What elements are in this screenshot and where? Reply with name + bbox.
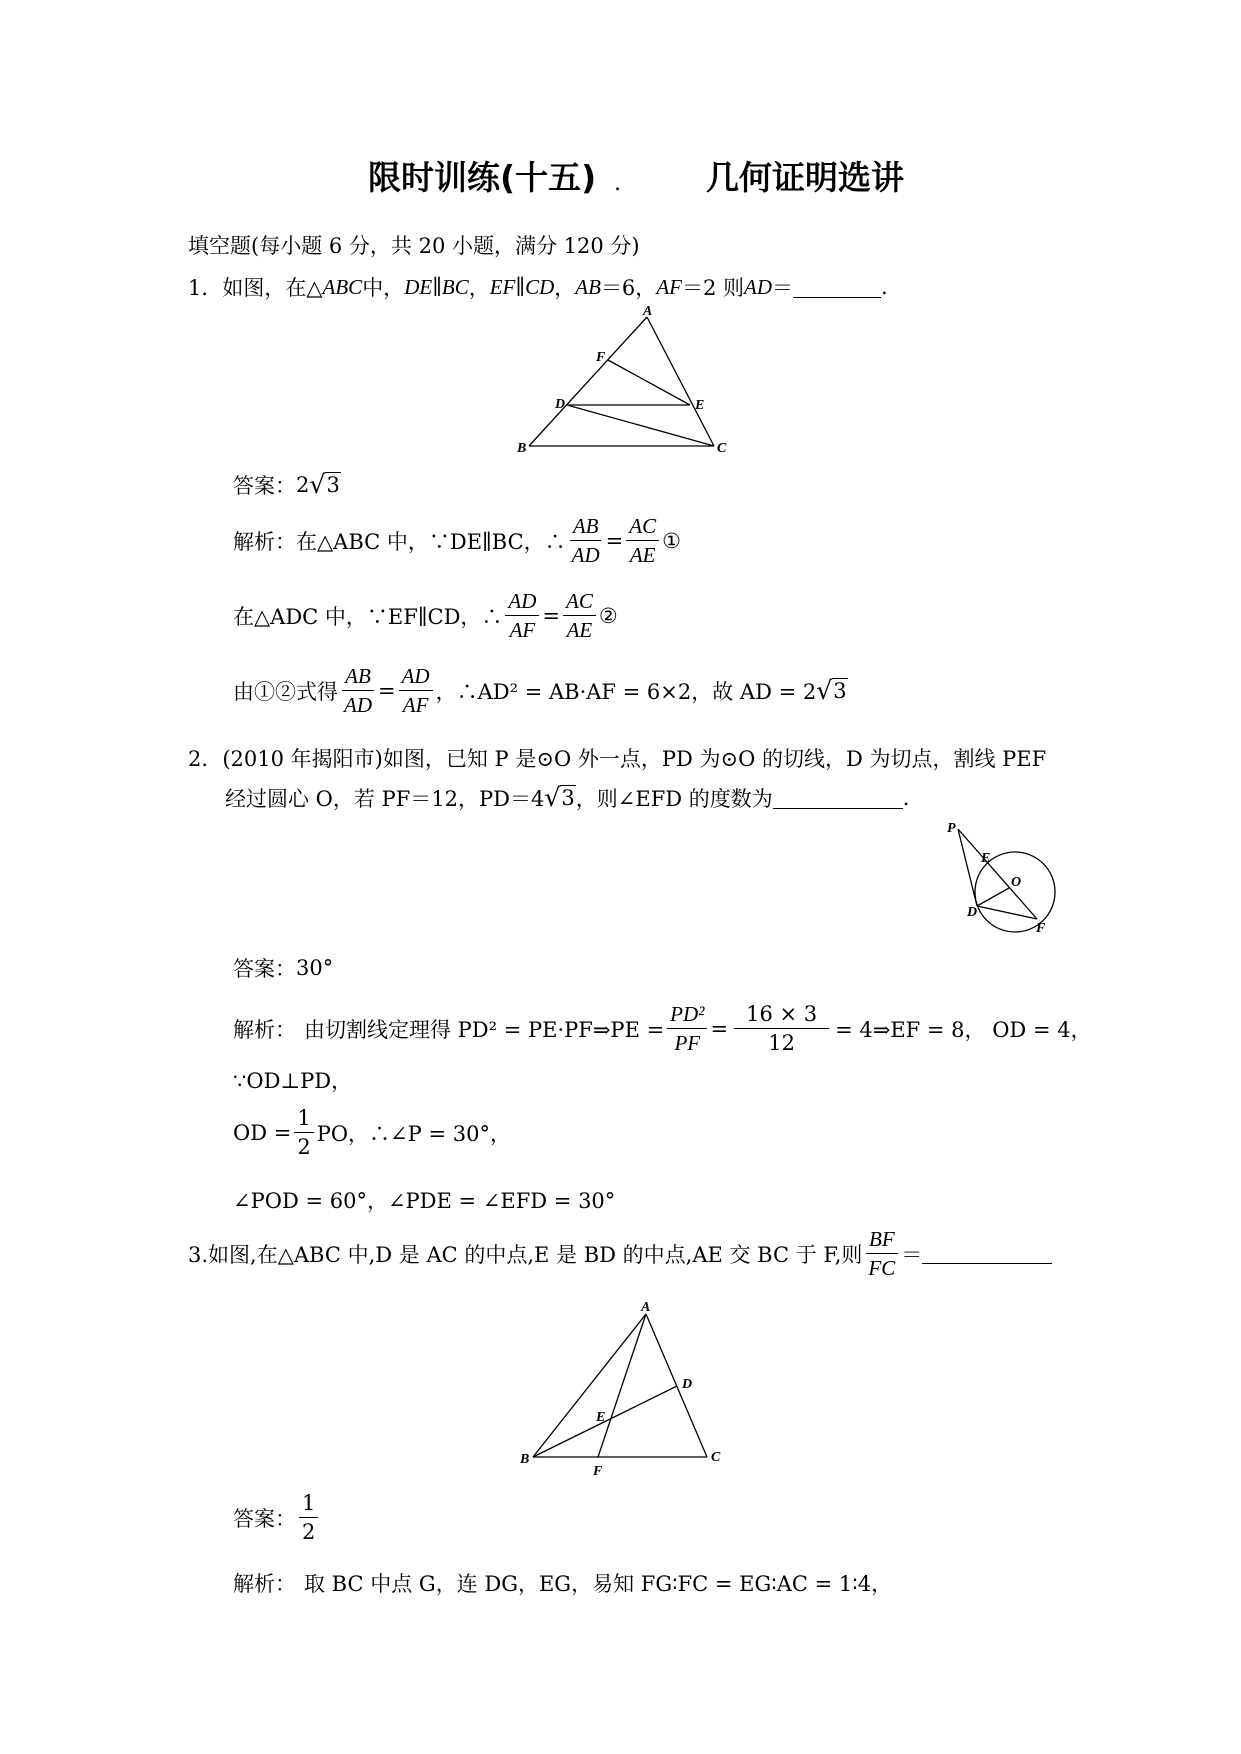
q3-answer-den: 2	[302, 1520, 316, 1545]
q1-eq6: ＝6，	[600, 276, 657, 300]
fig1-label-a: A	[643, 305, 653, 319]
q1-sol2-text: 在△ADC 中，∵EF∥CD，∴	[233, 604, 503, 629]
q1-sol3-tail: ，∴AD² = AB·AF = 6×2，故 AD = 2	[435, 679, 817, 704]
q1-sol2-frac2-num: AC	[563, 590, 596, 616]
q2-answer-label: 答案：	[233, 957, 296, 981]
q1-comma2: ，	[554, 276, 576, 300]
q2-line2-text: 经过圆心 O，若 PF＝12，PD＝4	[225, 787, 545, 811]
fig2-label-d: D	[967, 905, 978, 920]
q2-line2-tail: ，则∠EFD 的度数为	[575, 787, 773, 811]
fig1-label-f: F	[596, 350, 606, 365]
q1-label: 1．如图，在△	[188, 276, 323, 300]
q2-radicand: 3	[561, 786, 575, 811]
q2-answer-blank	[773, 788, 903, 809]
section-header: 填空题(每小题 6 分，共 20 小题，满分 120 分)	[188, 234, 640, 258]
fig2-label-p: P	[947, 821, 956, 836]
q2-sol3-frac-den: 2	[297, 1135, 311, 1160]
q1-sol1-frac2-num: AC	[626, 515, 659, 541]
fig3-label-f: F	[593, 1464, 603, 1479]
figure-3-triangle	[510, 1295, 730, 1485]
q2-sol1-text: 由切割线定理得 PD² = PE·PF⇒PE =	[304, 1017, 665, 1042]
q1-cd: CD	[525, 274, 555, 299]
q2-solution-line4: ∠POD = 60°，∠PDE = ∠EFD = 30°	[233, 1189, 616, 1213]
q1-ef: EF	[489, 274, 516, 299]
q1-abc: ABC	[322, 274, 363, 299]
q2-sol1-eq: =	[710, 1016, 729, 1041]
fig3-label-d: D	[682, 1377, 693, 1392]
q2-sol3-text: OD =	[233, 1120, 292, 1145]
q1-zhong: 中，	[362, 276, 405, 300]
q1-answer-coef: 2	[296, 473, 310, 497]
q2-answer-value: 30°	[296, 956, 334, 980]
q3-eq: ＝	[901, 1242, 923, 1267]
fig2-label-e: E	[981, 851, 991, 866]
q2-solution-line1	[233, 1003, 1092, 1054]
q1-answer-sqrt: √ 3	[309, 470, 340, 500]
q1-sol2-frac1-den: AF	[509, 618, 536, 643]
question-3	[188, 1228, 1052, 1279]
q1-solution-line1	[233, 515, 681, 566]
q1-sol3-frac1-den: AD	[344, 693, 372, 718]
q1-sol3-frac1-num: AB	[342, 665, 374, 691]
page-title-right: 几何证明选讲	[706, 158, 904, 197]
q1-sol3-frac2-num: AD	[399, 665, 433, 691]
q1-de: DE	[404, 274, 433, 299]
figure-1-triangle	[505, 305, 745, 455]
q1-answer-label: 答案：	[233, 474, 296, 498]
question-1	[188, 272, 888, 302]
q1-sol1-frac1-num: AB	[570, 515, 602, 541]
question-2-line1: 2．(2010 年揭阳市)如图，已知 P 是⊙O 外一点，PD 为⊙O 的切线，D 为切点，割线 PEF	[188, 747, 1047, 771]
q3-answer	[233, 1492, 321, 1543]
q1-answer-radicand: 3	[326, 473, 340, 498]
q1-sol1-frac1-den: AD	[571, 543, 600, 568]
title-dot: .	[614, 171, 621, 196]
q1-comma1: ，	[468, 276, 490, 300]
q1-eq2: ＝2 则	[681, 276, 745, 300]
q1-sol2-frac2-den: AE	[566, 618, 593, 643]
fig2-label-f: F	[1036, 921, 1046, 936]
fig3-label-c: C	[711, 1450, 721, 1465]
q1-sol1-text: 在△ABC 中，∵DE∥BC，∴	[296, 529, 566, 554]
fig3-label-e: E	[596, 1410, 606, 1425]
q2-sol1-frac1-den: PF	[674, 1031, 701, 1056]
q2-sol3-frac-num: 1	[294, 1107, 313, 1133]
q1-sol3-eq: =	[378, 678, 396, 703]
fig1-label-e: E	[695, 398, 705, 413]
q1-solution-line3	[233, 665, 848, 716]
q1-period: .	[881, 275, 888, 299]
q2-solution-line3	[233, 1107, 511, 1158]
fig1-label-b: B	[517, 441, 527, 455]
q1-af: AF	[656, 274, 682, 299]
q3-frac-num: BF	[866, 1228, 898, 1254]
fig2-label-o: O	[1011, 875, 1022, 890]
q1-sol1-circle: ①	[662, 528, 681, 553]
q3-solution-label: 解析：	[233, 1572, 296, 1596]
q2-sol3-tail: PO，∴∠P = 30°，	[316, 1121, 511, 1146]
q3-text: 3.如图,在△ABC 中,D 是 AC 的中点,E 是 BD 的中点,AE 交 BC 于 F,则	[188, 1242, 863, 1267]
q2-sol1-frac2-den: 12	[768, 1031, 795, 1056]
fig3-label-a: A	[641, 1300, 651, 1315]
q1-ad: AD	[744, 274, 773, 299]
q1-par2: ∥	[515, 275, 526, 299]
q3-solution-text: 取 BC 中点 G，连 DG，EG，易知 FG∶FC = EG∶AC = 1∶4，	[304, 1572, 893, 1596]
q1-solution-line2	[233, 590, 618, 641]
q3-solution	[233, 1568, 892, 1598]
q1-sol2-eq: =	[542, 603, 561, 628]
q1-sol1-eq: =	[605, 528, 624, 553]
fig1-label-c: C	[717, 441, 727, 455]
q1-sol3-text: 由①②式得	[233, 679, 338, 704]
page-title-left: 限时训练(十五)	[368, 158, 597, 197]
q1-answer-blank	[793, 277, 881, 298]
q3-answer-label: 答案：	[233, 1506, 296, 1531]
q1-sol3-frac2-den: AF	[402, 693, 429, 718]
q2-sol1-tail: = 4⇒EF = 8， OD = 4，	[835, 1017, 1092, 1042]
q2-solution-line2: ∵OD⊥PD，	[233, 1069, 353, 1093]
q1-eq-blank: ＝	[772, 276, 794, 300]
q1-par1: ∥	[432, 275, 442, 299]
q2-sol1-frac1-num: PD²	[667, 1003, 707, 1029]
q1-sol2-frac1-num: AD	[505, 590, 539, 616]
q1-solution-label: 解析：	[233, 529, 296, 554]
q2-sol1-frac2-num: 16 × 3	[734, 1003, 829, 1029]
q2-solution-label: 解析：	[233, 1017, 296, 1042]
figure-2-circle	[945, 818, 1065, 938]
fig3-label-b: B	[520, 1452, 530, 1467]
q1-sol3-sqrt: √ 3	[816, 675, 847, 705]
q3-answer-blank	[922, 1243, 1052, 1264]
q1-sol1-frac2-den: AE	[629, 543, 656, 568]
q1-bc: BC	[441, 274, 469, 299]
q2-period: .	[902, 786, 910, 810]
q2-sqrt: √ 3	[544, 783, 575, 813]
q1-sol3-radicand: 3	[833, 679, 847, 703]
q2-answer	[233, 953, 333, 983]
q3-frac-den: FC	[868, 1256, 896, 1281]
q1-ab: AB	[575, 274, 601, 299]
q1-sol2-circle: ②	[598, 603, 618, 628]
q3-answer-num: 1	[299, 1492, 318, 1518]
question-2-line2	[225, 783, 909, 813]
fig1-label-d: D	[555, 397, 566, 412]
q1-answer	[233, 470, 341, 500]
